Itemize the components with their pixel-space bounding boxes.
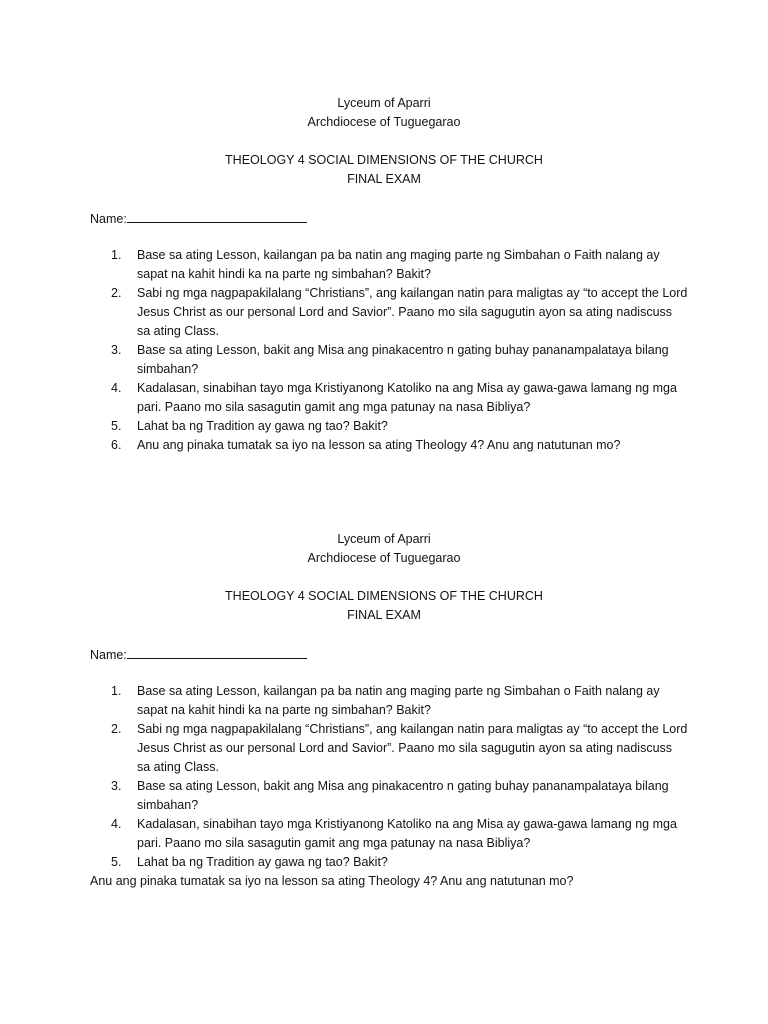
spacer (0, 227, 768, 246)
question-text: Lahat ba ng Tradition ay gawa ng tao? Bakit? (137, 855, 388, 869)
question-number: 2. (111, 722, 122, 736)
question-item (0, 341, 768, 379)
question-text: Base sa ating Lesson, kailangan pa ba natin ang maging parte ng Simbahan o Faith nalang ay sapat na kahit hindi ka na parte ng simbahan? Bakit? (137, 248, 660, 281)
question-item (0, 379, 768, 417)
diocese-name: Archdiocese of Tuguegarao (307, 115, 461, 129)
question-item (0, 777, 768, 815)
question-text: Lahat ba ng Tradition ay gawa ng tao? Bakit? (137, 419, 388, 433)
question-number: 4. (111, 817, 122, 831)
question-item (0, 417, 768, 436)
name-label: Name: (90, 212, 127, 226)
exam-copy-2 (0, 530, 768, 891)
question-item (0, 284, 768, 341)
question-text: Anu ang pinaka tumatak sa iyo na lesson sa ating Theology 4? Anu ang natutunan mo? (137, 438, 621, 452)
question-text: Kadalasan, sinabihan tayo mga Kristiyanong Katoliko na ang Misa ay gawa-gawa lamang ng mga pari. Paano mo sila sasagutin gamit ang mga patunay na nasa Bibliya? (137, 817, 677, 850)
spacer (0, 625, 768, 644)
question-list (0, 246, 768, 455)
name-blank-line (127, 208, 307, 223)
name-field-row (0, 644, 768, 663)
question-item (0, 246, 768, 284)
question-item (0, 436, 768, 455)
course-title: THEOLOGY 4 SOCIAL DIMENSIONS OF THE CHURCH (225, 589, 543, 603)
spacer (0, 132, 768, 151)
name-label: Name: (90, 648, 127, 662)
question-number: 4. (111, 381, 122, 395)
question-number: 3. (111, 779, 122, 793)
question-number: 1. (111, 248, 122, 262)
school-name: Lyceum of Aparri (337, 532, 431, 546)
question-number: 3. (111, 343, 122, 357)
question-number: 6. (111, 438, 122, 452)
school-name: Lyceum of Aparri (337, 96, 431, 110)
course-title: THEOLOGY 4 SOCIAL DIMENSIONS OF THE CHURCH (225, 153, 543, 167)
question-text: Base sa ating Lesson, bakit ang Misa ang pinakacentro n gating buhay pananampalataya bilang simbahan? (137, 343, 669, 376)
exam-title: FINAL EXAM (347, 608, 421, 622)
question-text: Base sa ating Lesson, kailangan pa ba natin ang maging parte ng Simbahan o Faith nalang ay sapat na kahit hindi ka na parte ng simbahan? Bakit? (137, 684, 660, 717)
question-text: Base sa ating Lesson, bakit ang Misa ang pinakacentro n gating buhay pananampalataya bilang simbahan? (137, 779, 669, 812)
spacer (0, 189, 768, 208)
question-text: Sabi ng mga nagpapakilalang “Christians”, ang kailangan natin para maligtas ay “to accept the Lord Jesus Christ as our personal Lord and Savior”. Paano mo sila sagugutin ayon sa ating nadiscuss sa ating Class. (137, 722, 688, 774)
diocese-name: Archdiocese of Tuguegarao (307, 551, 461, 565)
spacer (0, 568, 768, 587)
question-item (0, 815, 768, 853)
trailing-question-text: Anu ang pinaka tumatak sa iyo na lesson sa ating Theology 4? Anu ang natutunan mo? (90, 874, 574, 888)
question-number: 2. (111, 286, 122, 300)
question-number: 5. (111, 855, 122, 869)
spacer (0, 663, 768, 682)
exam-copy-1 (0, 94, 768, 455)
question-item (0, 853, 768, 872)
question-item (0, 720, 768, 777)
name-field-row (0, 208, 768, 227)
question-text: Sabi ng mga nagpapakilalang “Christians”, ang kailangan natin para maligtas ay “to accept the Lord Jesus Christ as our personal Lord and Savior”. Paano mo sila sagugutin ayon sa ating nadiscuss sa ating Class. (137, 286, 688, 338)
name-blank-line (127, 644, 307, 659)
exam-title: FINAL EXAM (347, 172, 421, 186)
question-text: Kadalasan, sinabihan tayo mga Kristiyanong Katoliko na ang Misa ay gawa-gawa lamang ng mga pari. Paano mo sila sasagutin gamit ang mga patunay na nasa Bibliya? (137, 381, 677, 414)
question-number: 1. (111, 684, 122, 698)
question-number: 5. (111, 419, 122, 433)
question-list (0, 682, 768, 872)
question-item (0, 682, 768, 720)
